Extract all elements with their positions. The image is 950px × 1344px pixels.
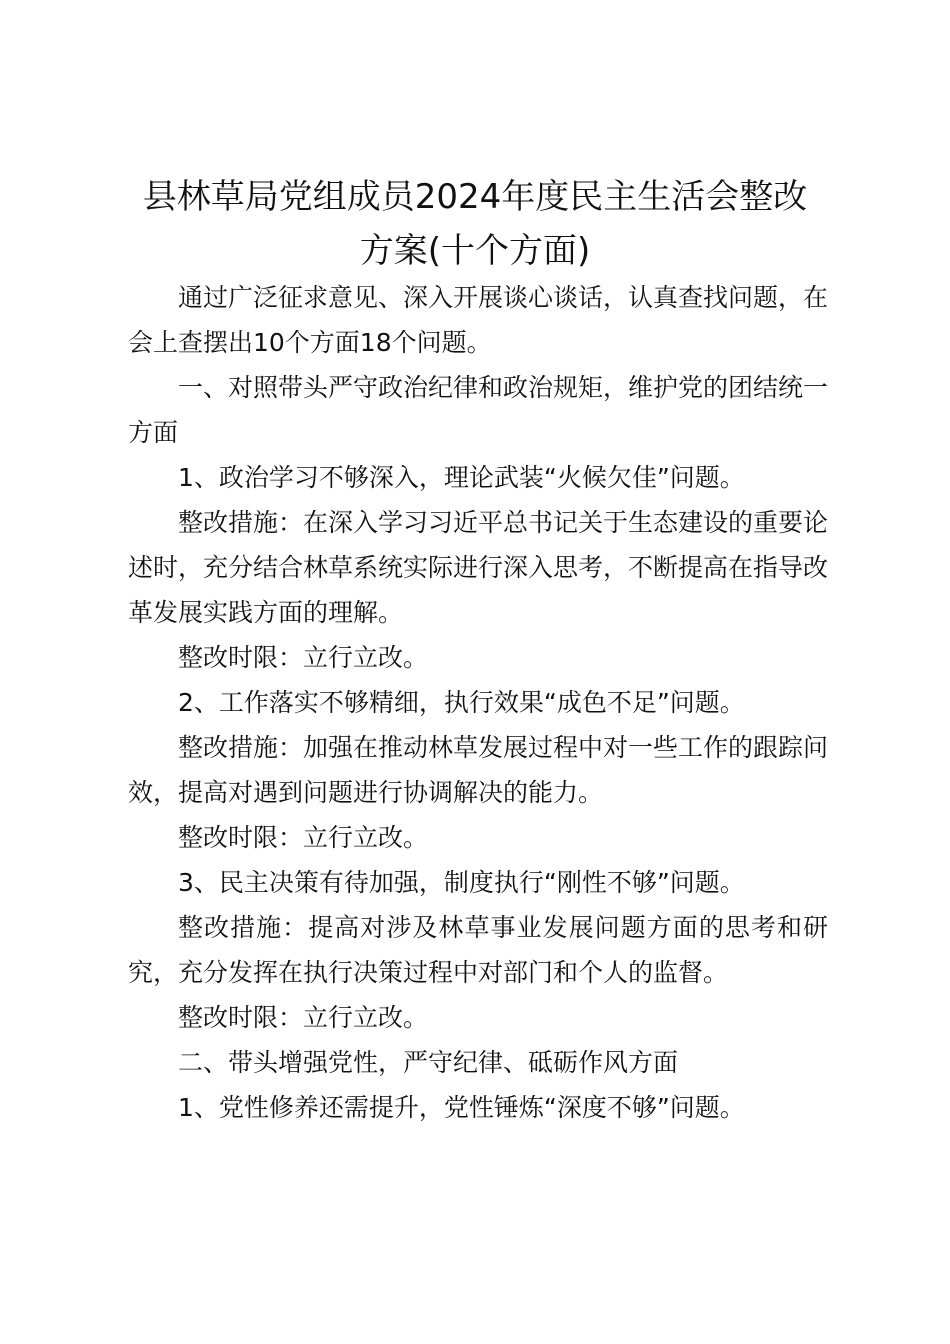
issue-1-2: 2、工作落实不够精细，执行效果“成色不足”问题。 [178, 688, 745, 717]
issue-2-1: 1、党性修养还需提升，党性锤炼“深度不够”问题。 [178, 1093, 745, 1122]
document-title [110, 170, 840, 278]
issue-1-1: 1、政治学习不够深入，理论武装“火候欠佳”问题。 [178, 463, 745, 492]
measure-1-2: 整改措施：加强在推动林草发展过程中对一些工作的跟踪问效，提高对遇到问题进行协调解决的能力。 [128, 733, 829, 807]
issue-1-3: 3、民主决策有待加强，制度执行“刚性不够”问题。 [178, 868, 745, 897]
section-heading-1: 一、对照带头严守政治纪律和政治规矩，维护党的团结统一方面 [128, 373, 829, 447]
deadline-1-1: 整改时限：立行立改。 [178, 643, 429, 672]
deadline-1-3: 整改时限：立行立改。 [178, 1003, 429, 1032]
document-body [128, 275, 828, 1130]
measure-1-1: 整改措施：在深入学习习近平总书记关于生态建设的重要论述时，充分结合林草系统实际进行深入思考，不断提高在指导改革发展实践方面的理解。 [128, 508, 829, 627]
title-line-2: 方案(十个方面) [359, 231, 591, 271]
deadline-1-2: 整改时限：立行立改。 [178, 823, 429, 852]
section-heading-2: 二、带头增强党性，严守纪律、砥砺作风方面 [178, 1048, 679, 1077]
title-line-1: 县林草局党组成员2024年度民主生活会整改 [142, 177, 808, 217]
measure-1-3: 整改措施：提高对涉及林草事业发展问题方面的思考和研究，充分发挥在执行决策过程中对部门和个人的监督。 [128, 913, 828, 987]
intro-paragraph: 通过广泛征求意见、深入开展谈心谈话，认真查找问题，在会上查摆出10个方面18个问题。 [128, 283, 829, 357]
